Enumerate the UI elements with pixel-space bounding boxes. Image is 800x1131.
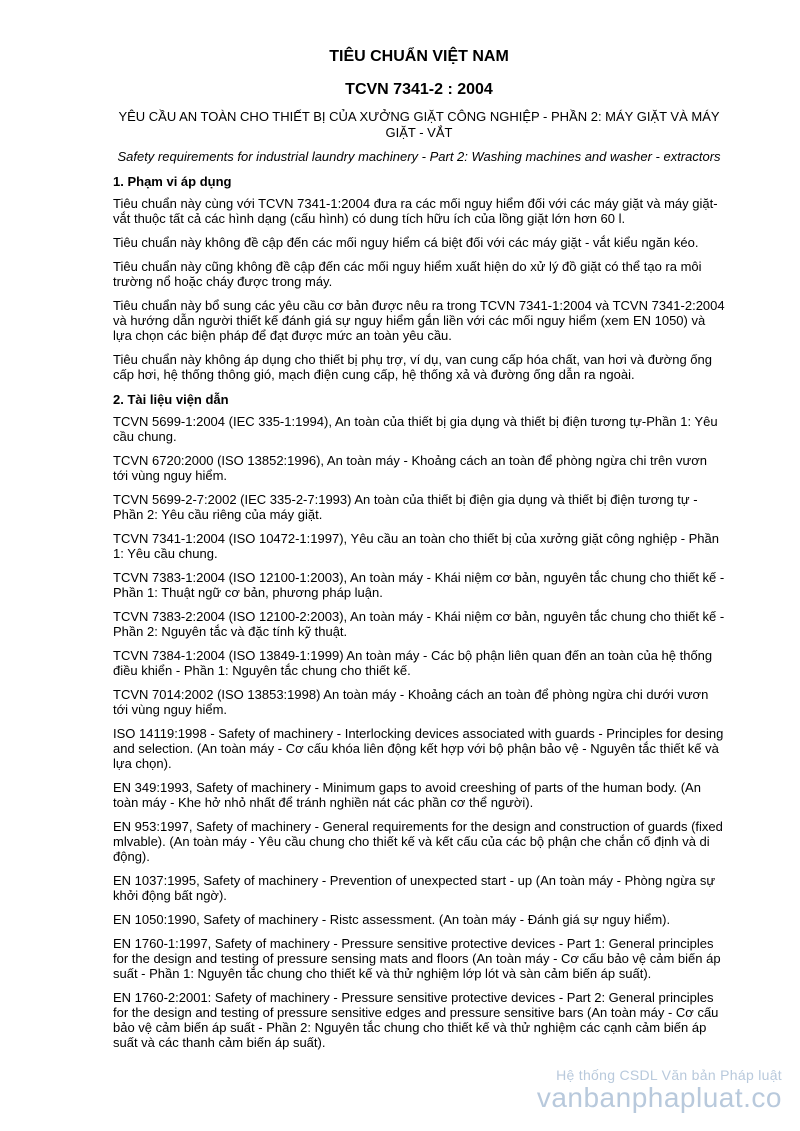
reference-item: TCVN 7014:2002 (ISO 13853:1998) An toàn máy - Khoảng cách an toàn để phòng ngừa chi dưới vươn tới vùng nguy hiểm. (113, 687, 709, 717)
section1-paragraph: Tiêu chuẩn này không đề cập đến các mối nguy hiểm cá biệt đối với các máy giặt - vắt kiểu ngăn kéo. (113, 235, 699, 250)
reference-item: TCVN 5699-1:2004 (IEC 335-1:1994), An toàn của thiết bị gia dụng và thiết bị điện tương tự-Phần 1: Yêu cầu chung. (113, 414, 718, 444)
section1-paragraph: Tiêu chuẩn này cũng không đề cập đến các mối nguy hiểm xuất hiện do xử lý đồ giặt có thể tạo ra môi trường nổ hoặc cháy được trong máy. (113, 259, 702, 289)
reference-item: TCVN 7383-1:2004 (ISO 12100-1:2003), An toàn máy - Khái niệm cơ bản, nguyên tắc chung cho thiết kế - Phần 1: Thuật ngữ cơ bản, phương pháp luận. (113, 570, 725, 600)
reference-item: EN 953:1997, Safety of machinery - General requirements for the design and construction of guards (fixed mlvable). (An toàn máy - Yêu cầu chung cho thiết kế và kết cấu của các bộ phận che chắn cố định và di động). (113, 819, 723, 864)
section1-paragraph: Tiêu chuẩn này không áp dụng cho thiết bị phụ trợ, ví dụ, van cung cấp hóa chất, van hơi và đường ống cấp hơi, hệ thống thông gió, mạch điện cung cấp, hệ thống xả và đường ống dẫn ra ngoài. (113, 352, 712, 382)
section2-heading: 2. Tài liệu viện dẫn (113, 392, 229, 407)
doc-code: TCVN 7341-2 : 2004 (345, 81, 493, 98)
doc-title-en: Safety requirements for industrial laundry machinery - Part 2: Washing machines and washer - extractors (117, 149, 721, 164)
watermark-line1: Hệ thống CSDL Văn bản Pháp luật (556, 1067, 782, 1083)
section1-heading: 1. Phạm vi áp dụng (113, 174, 232, 189)
reference-item: EN 1760-2:2001: Safety of machinery - Pressure sensitive protective devices - Part 2: General principles for the design and testing of pressure sensitive edges and pressure sensitive bars (An toàn máy - Cơ cấu bảo vệ cảm biến áp suất - Phần 2: Nguyên tắc chung cho thiết kế và thử nghiệm các cạnh cảm biến áp suất và các thanh cảm biến áp suất). (113, 990, 719, 1050)
reference-item: EN 349:1993, Safety of machinery - Minimum gaps to avoid creeshing of parts of the human body. (An toàn máy - Khe hở nhỏ nhất để tránh nghiền nát các phần cơ thể người). (113, 780, 701, 810)
reference-item: EN 1050:1990, Safety of machinery - Ristc assessment. (An toàn máy - Đánh giá sự nguy hiểm). (113, 912, 671, 927)
document-page (113, 0, 725, 1059)
reference-item: TCVN 7341-1:2004 (ISO 10472-1:1997), Yêu cầu an toàn cho thiết bị của xưởng giặt công nghiệp - Phần 1: Yêu cầu chung. (113, 531, 719, 561)
section1-paragraph: Tiêu chuẩn này cùng với TCVN 7341-1:2004 đưa ra các mối nguy hiểm đối với các máy giặt và máy giặt-vắt thuộc tất cả các hình dạng (cấu hình) có dung tích hữu ích của lồng giặt lớn hơn 60 l. (113, 196, 718, 226)
doc-title-vi: YÊU CẦU AN TOÀN CHO THIẾT BỊ CỦA XƯỞNG GIẶT CÔNG NGHIỆP - PHẦN 2: MÁY GIẶT VÀ MÁY GIẶT - VẮT (118, 109, 720, 140)
watermark (537, 1067, 782, 1113)
reference-item: EN 1760-1:1997, Safety of machinery - Pressure sensitive protective devices - Part 1: General principles for the design and testing of pressure sensing mats and floors (An toàn máy - Cơ cấu bảo vệ cảm biến áp suất - Phần 1: Nguyên tắc chung cho thiết kế và thử nghiệm lớp lót và sàn cảm biến áp suất). (113, 936, 721, 981)
reference-item: TCVN 7384-1:2004 (ISO 13849-1:1999) An toàn máy - Các bộ phận liên quan đến an toàn của hệ thống điều khiển - Phần 1: Nguyên tắc chung cho thiết kế. (113, 648, 713, 678)
reference-item: TCVN 7383-2:2004 (ISO 12100-2:2003), An toàn máy - Khái niệm cơ bản, nguyên tắc chung cho thiết kế - Phần 2: Nguyên tắc và đặc tính kỹ thuật. (113, 609, 725, 639)
reference-item: TCVN 6720:2000 (ISO 13852:1996), An toàn máy - Khoảng cách an toàn để phòng ngừa chi trên vươn tới vùng nguy hiểm. (113, 453, 707, 483)
reference-item: EN 1037:1995, Safety of machinery - Prevention of unexpected start - up (An toàn máy - Phòng ngừa sự khởi động bất ngờ). (113, 873, 716, 903)
reference-item: ISO 14119:1998 - Safety of machinery - Interlocking devices associated with guards - Principles for desing and selection. (An toàn máy - Cơ cấu khóa liên động kết hợp với bộ phận bảo vệ - Nguyên tắc thiết kế và lựa chọn). (113, 726, 724, 771)
section1-paragraph: Tiêu chuẩn này bổ sung các yêu cầu cơ bản được nêu ra trong TCVN 7341-1:2004 và TCVN 7341-2:2004 và hướng dẫn người thiết kế đánh giá sự nguy hiểm gắn liền với các mối nguy hiểm (xem EN 1050) và lựa chọn các biện pháp để đạt được mức an toàn yêu cầu. (113, 298, 725, 343)
doc-title: TIÊU CHUẨN VIỆT NAM (329, 48, 509, 65)
reference-item: TCVN 5699-2-7:2002 (IEC 335-2-7:1993) An toàn của thiết bị điện gia dụng và thiết bị điện tương tự - Phần 2: Yêu cầu riêng của máy giặt. (113, 492, 698, 522)
watermark-site: vanbanphapluat.co (536, 1082, 782, 1113)
